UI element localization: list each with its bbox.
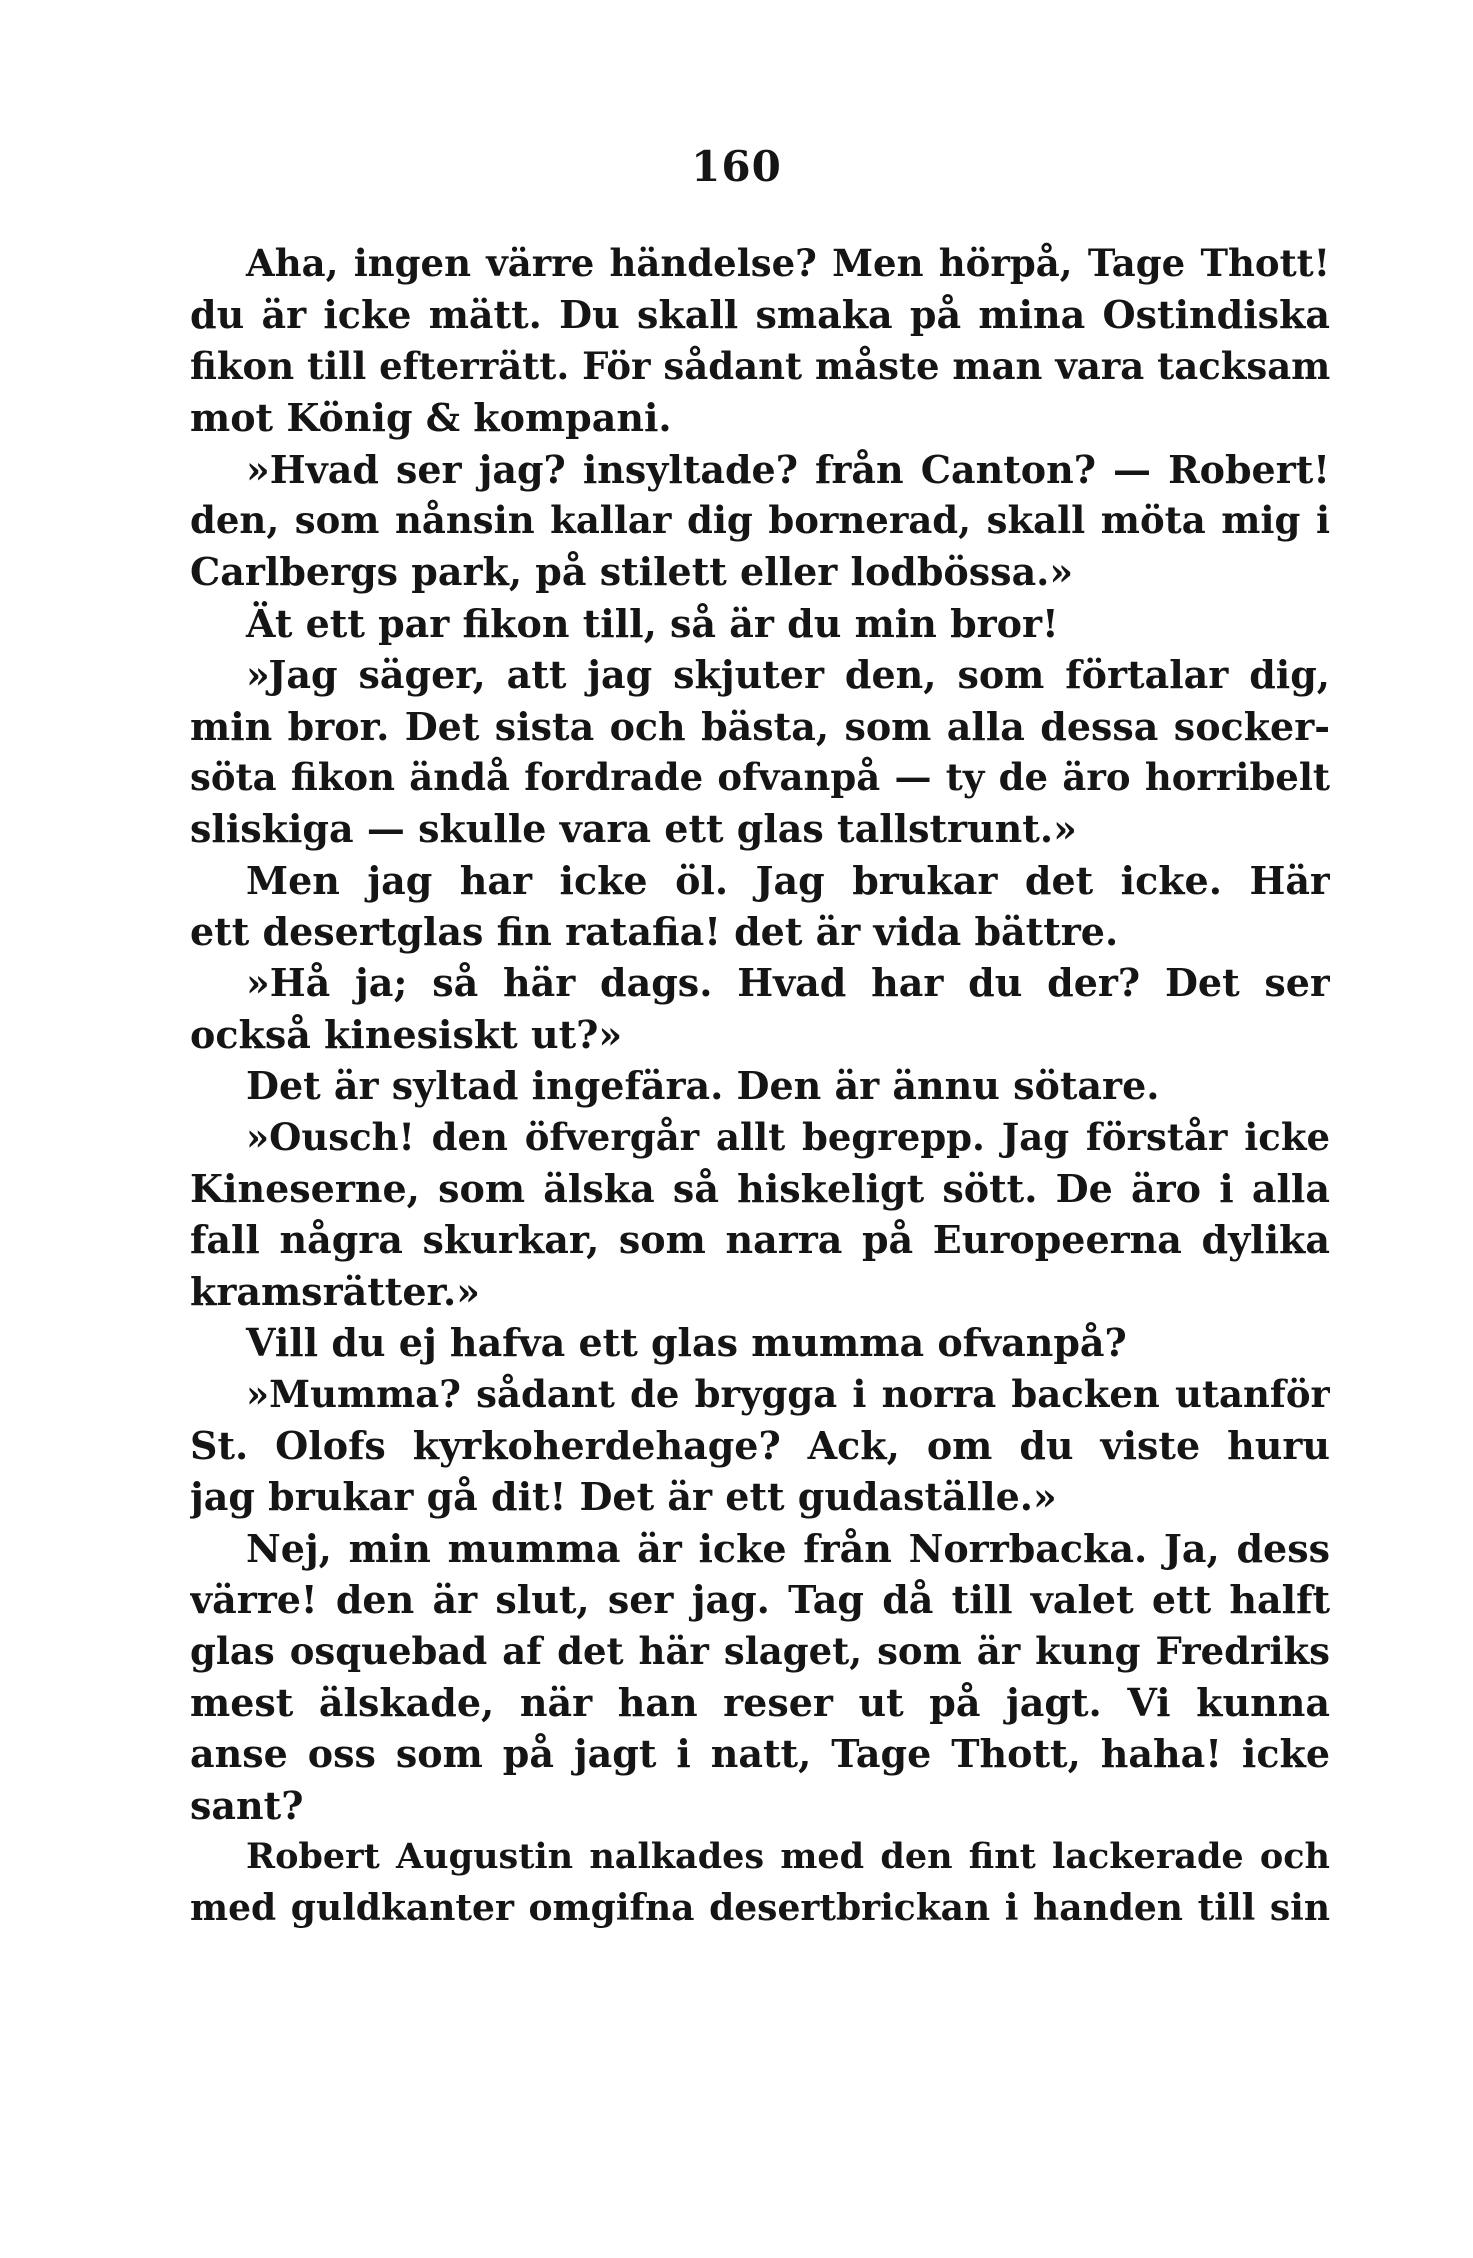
text-line: Nej, min mumma är icke från Norrbacka. Ja, dess xyxy=(246,1525,1330,1571)
text-line: fall några skurkar, som narra på Europeerna dylika xyxy=(190,1217,1330,1263)
text-line: Aha, ingen värre händelse? Men hörpå, Tage Thott! xyxy=(246,241,1330,285)
text-line: jag brukar gå dit! Det är ett gudaställe.» xyxy=(190,1474,1057,1520)
text-line: »Ousch! den öfvergår allt begrepp. Jag förstår icke xyxy=(246,1114,1330,1159)
text-line: värre! den är slut, ser jag. Tag då till valet ett halft xyxy=(190,1577,1330,1623)
text-line: du är icke mätt. Du skall smaka på mina Ostindiska xyxy=(190,292,1330,338)
text-line: mest älskade, när han reser ut på jagt. Vi kunna xyxy=(190,1679,1330,1725)
text-line: Men jag har icke öl. Jag brukar det icke. Här xyxy=(246,857,1330,903)
page-number: 160 xyxy=(691,142,782,191)
text-line: Robert Augustin nalkades med den fint lackerade och xyxy=(246,1836,1330,1878)
text-line: »Jag säger, att jag skjuter den, som förtalar dig, xyxy=(246,652,1330,698)
text-line: »Mumma? sådant de brygga i norra backen utanför xyxy=(246,1371,1330,1416)
text-line: min bror. Det sista och bästa, som alla dessa socker- xyxy=(190,703,1330,749)
text-line: sliskiga — skulle vara ett glas tallstrunt.» xyxy=(190,806,1077,852)
text-line: anse oss som på jagt i natt, Tage Thott, haha! icke xyxy=(190,1731,1330,1777)
text-line: St. Olofs kyrkoherdehage? Ack, om du viste huru xyxy=(190,1422,1330,1468)
text-line: fikon till efterrätt. För sådant måste man vara tacksam xyxy=(190,343,1330,388)
text-line: Ät ett par fikon till, så är du min bror! xyxy=(246,600,1059,646)
text-line: sant? xyxy=(190,1782,304,1828)
text-line: söta fikon ändå fordrade ofvanpå — ty de äro horribelt xyxy=(190,754,1330,799)
text-line: mot König & kompani. xyxy=(190,395,672,441)
text-line: den, som nånsin kallar dig bornerad, skall möta mig i xyxy=(190,497,1330,542)
text-line: ett desertglas fin ratafia! det är vida bättre. xyxy=(190,909,1119,955)
text-line: också kinesiskt ut?» xyxy=(190,1011,623,1057)
text-line: Det är syltad ingefära. Den är ännu sötare. xyxy=(246,1063,1160,1109)
text-line: kramsrätter.» xyxy=(190,1268,481,1314)
text-line: Kineserne, som älska så hiskeligt sött. De äro i alla xyxy=(190,1166,1330,1212)
text-line: »Hvad ser jag? insyltade? från Canton? — Robert! xyxy=(246,446,1330,492)
text-line: »Hå ja; så här dags. Hvad har du der? Det ser xyxy=(246,960,1330,1006)
body-text xyxy=(190,238,1330,1934)
text-line: Carlbergs park, på stilett eller lodbössa.» xyxy=(190,549,1074,595)
text-line: Vill du ej hafva ett glas mumma ofvanpå? xyxy=(246,1320,1127,1366)
text-line: med guldkanter omgifna desertbrickan i handen till sin xyxy=(190,1886,1330,1929)
text-line: glas osquebad af det här slaget, som är kung Fredriks xyxy=(190,1628,1330,1673)
